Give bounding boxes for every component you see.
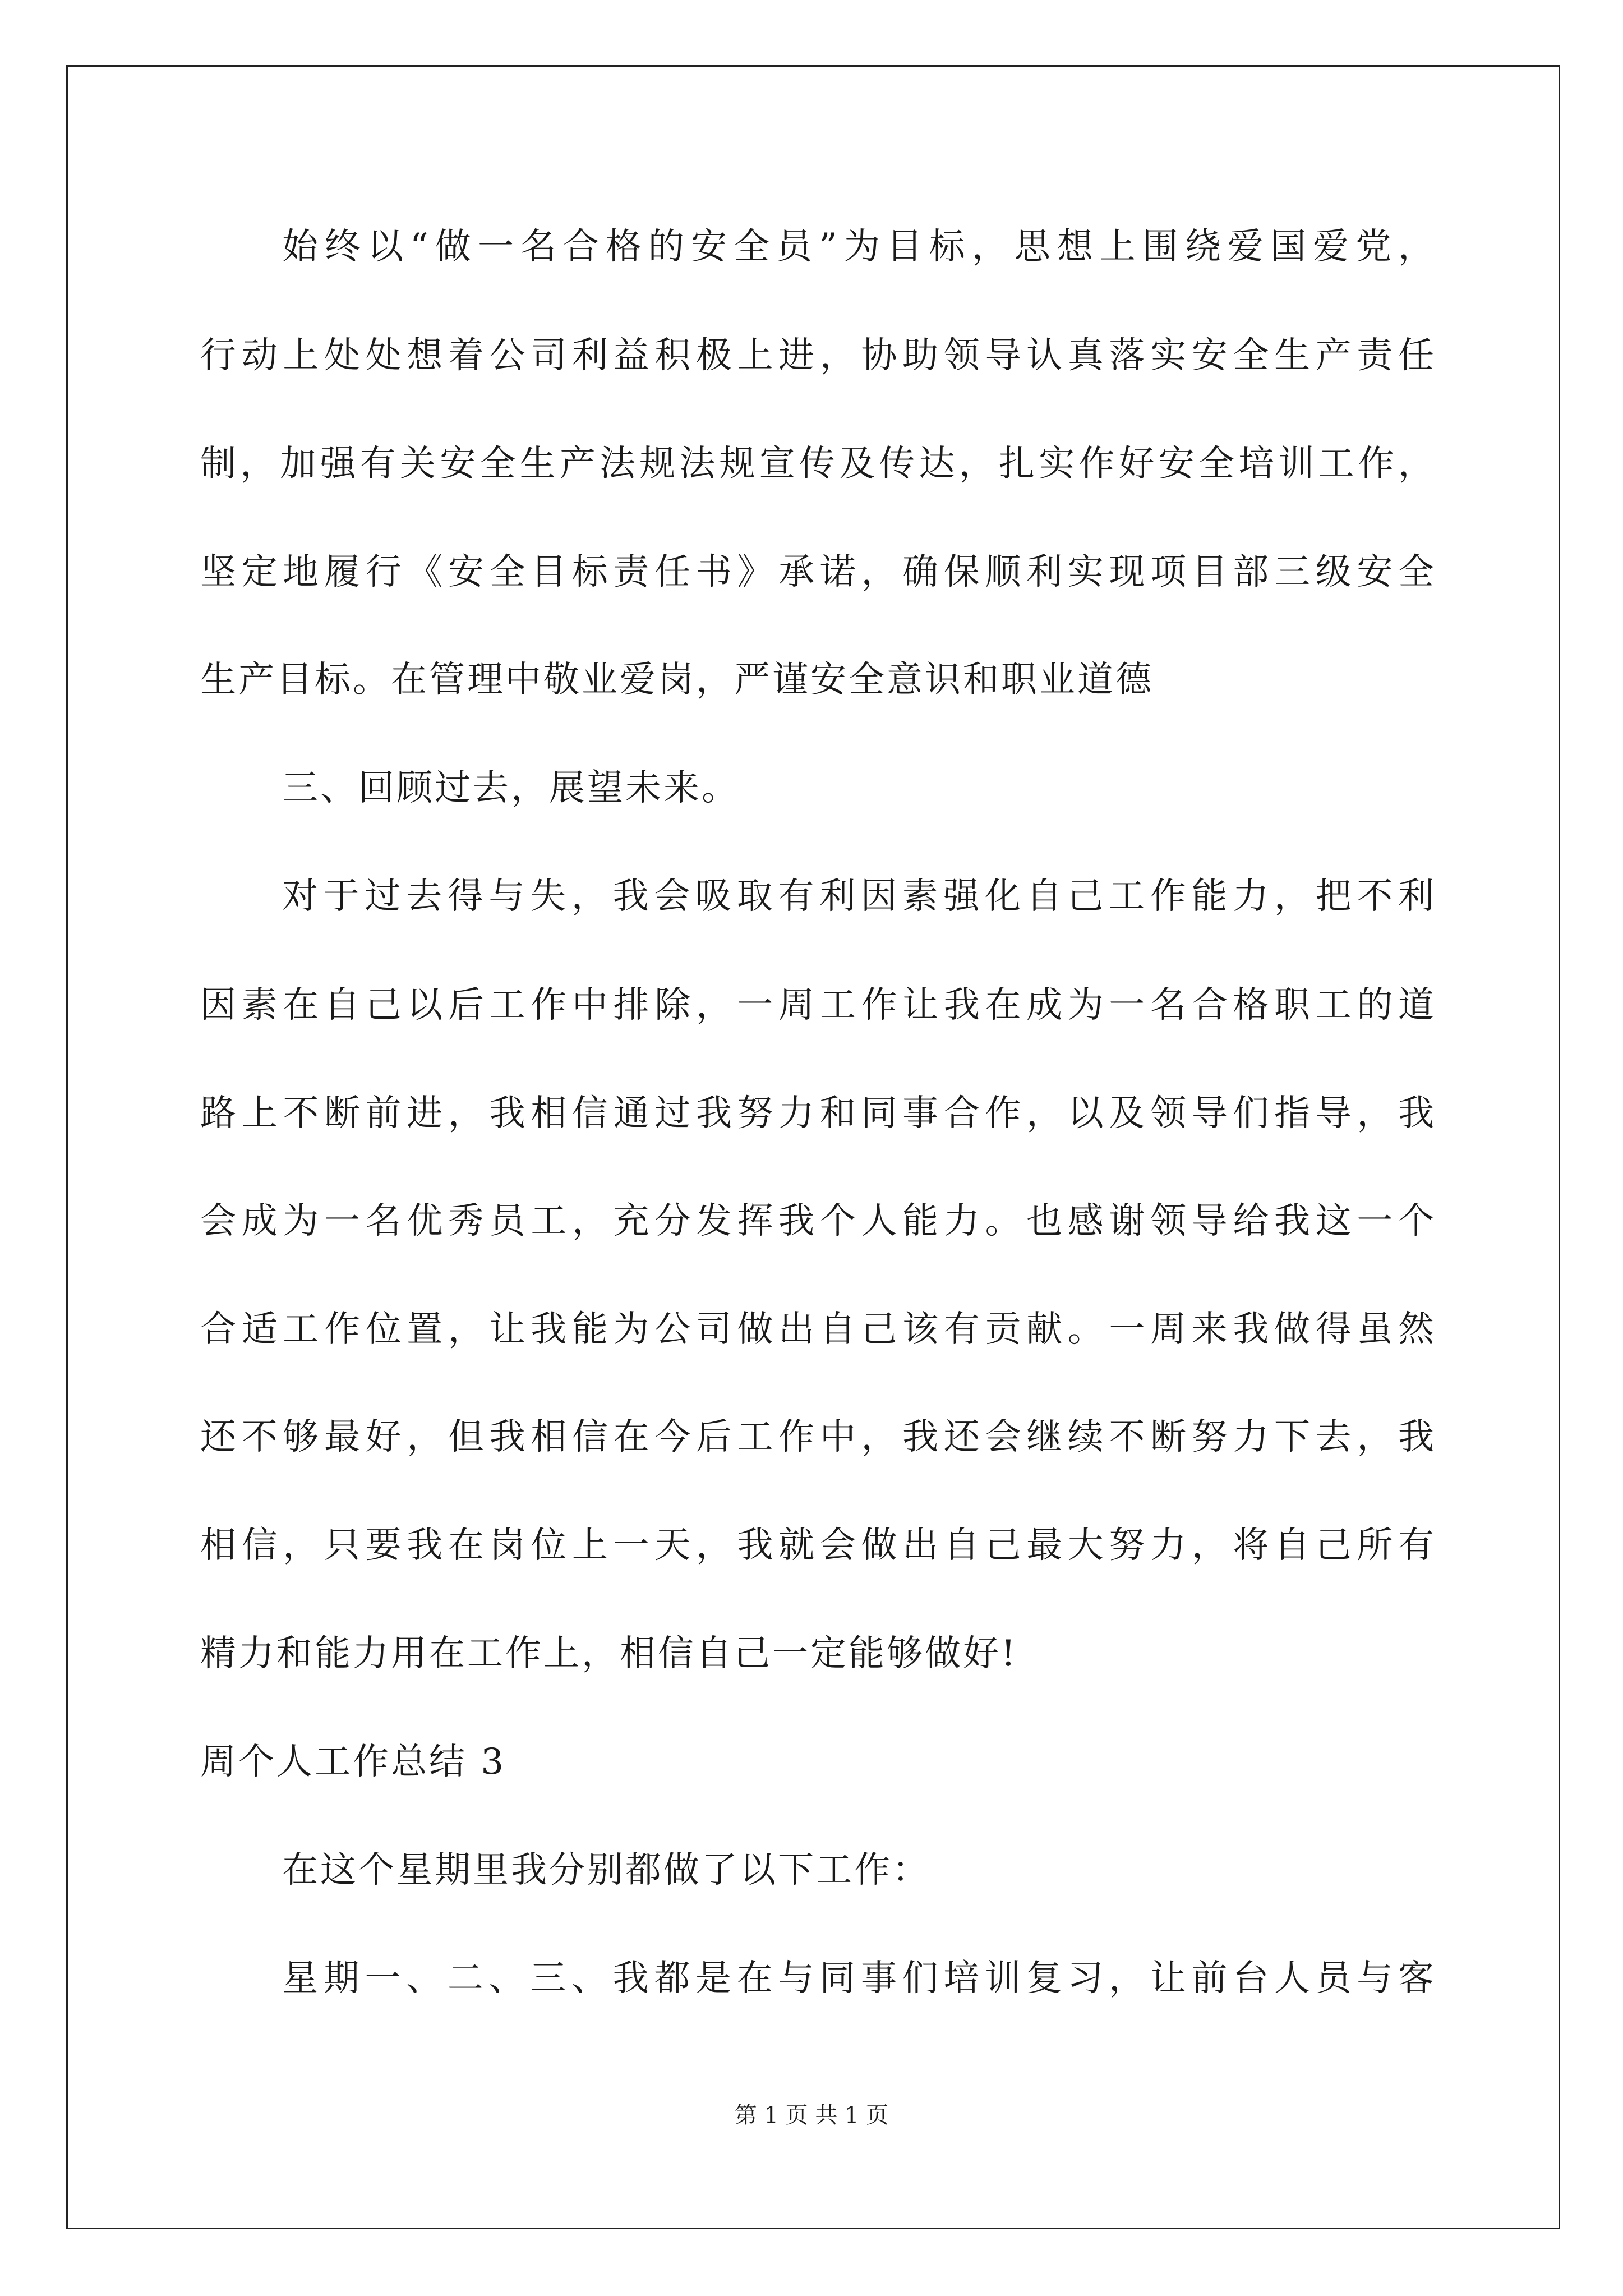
paragraph-line: 合适工作位置，让我能为公司做出自己该有贡献。一周来我做得虽然 xyxy=(200,1309,1434,1350)
page-border xyxy=(66,65,1560,2229)
paragraph-line: 坚定地履行《安全目标责任书》承诺，确保顺利实现项目部三级安全 xyxy=(200,551,1434,593)
paragraph-line: 相信，只要我在岗位上一天，我就会做出自己最大努力，将自己所有 xyxy=(200,1525,1434,1566)
paragraph-line: 精力和能力用在工作上，相信自己一定能够做好! xyxy=(200,1633,1018,1674)
section-heading: 三、回顾过去，展望未来。 xyxy=(282,767,740,809)
paragraph-line: 星期一、二、三、我都是在与同事们培训复习，让前台人员与客 xyxy=(282,1958,1434,1999)
paragraph-line: 因素在自己以后工作中排除，一周工作让我在成为一名合格职工的道 xyxy=(200,984,1434,1026)
paragraph-line: 在这个星期里我分别都做了以下工作： xyxy=(282,1849,930,1891)
page-footer: 第 1 页 共 1 页 xyxy=(734,2102,889,2128)
paragraph-line: 还不够最好，但我相信在今后工作中，我还会继续不断努力下去，我 xyxy=(200,1416,1434,1458)
paragraph-line: 对于过去得与失，我会吸取有利因素强化自己工作能力，把不利 xyxy=(282,876,1434,917)
paragraph-line: 生产目标。在管理中敬业爱岗，严谨安全意识和职业道德 xyxy=(200,659,1154,701)
paragraph-line: 始终以“做一名合格的安全员”为目标，思想上围绕爱国爱党， xyxy=(282,226,1434,268)
section-title: 周个人工作总结 3 xyxy=(200,1741,506,1783)
paragraph-line: 行动上处处想着公司利益积极上进，协助领导认真落实安全生产责任 xyxy=(200,335,1434,376)
paragraph-line: 制，加强有关安全生产法规法规宣传及传达，扎实作好安全培训工作， xyxy=(200,443,1434,485)
paragraph-line: 路上不断前进，我相信通过我努力和同事合作，以及领导们指导，我 xyxy=(200,1093,1434,1134)
paragraph-line: 会成为一名优秀员工，充分发挥我个人能力。也感谢领导给我这一个 xyxy=(200,1200,1434,1242)
